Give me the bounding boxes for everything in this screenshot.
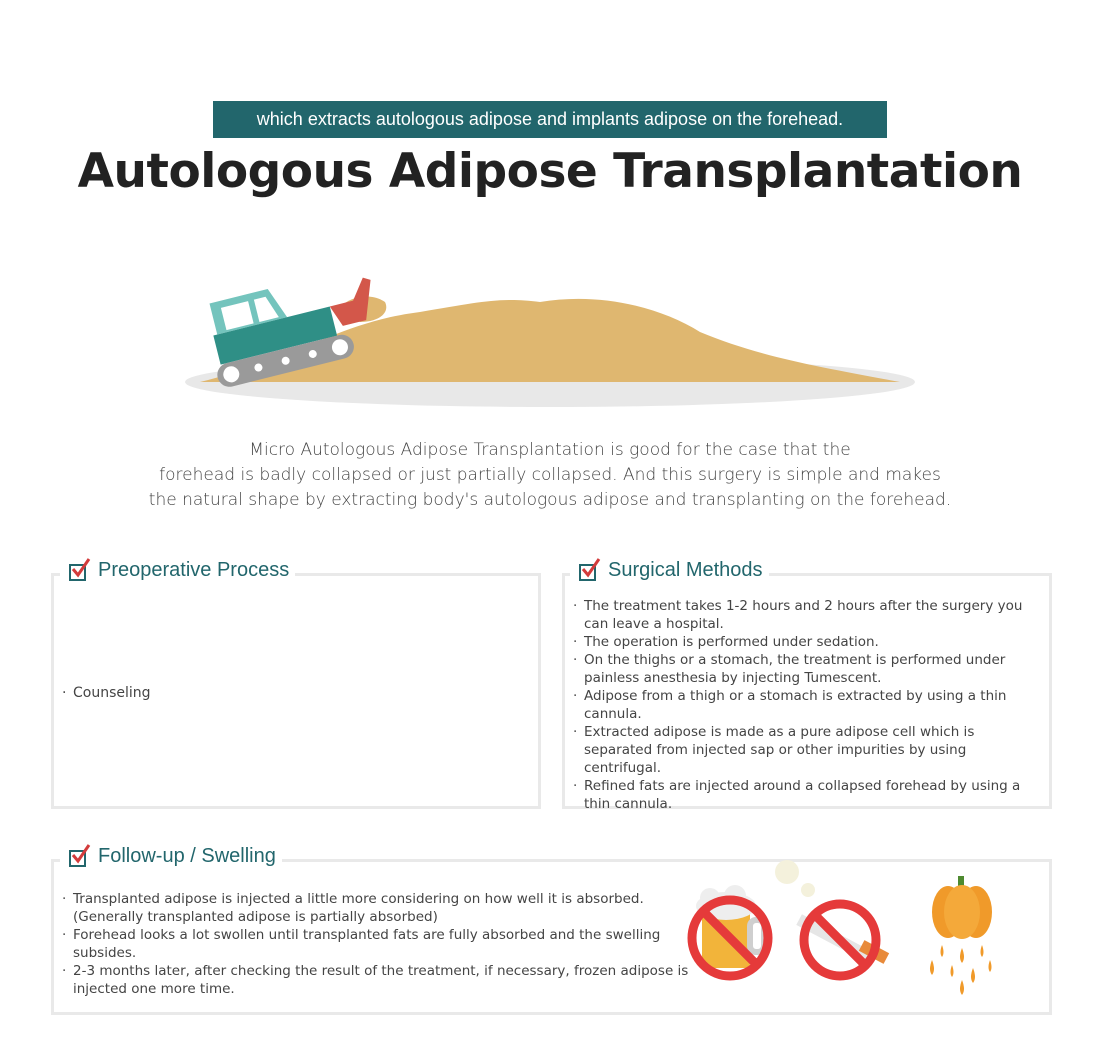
page-title: Autologous Adipose Transplantation xyxy=(77,144,1023,199)
list-item: · 2-3 months later, after checking the result of the treatment, if necessary, frozen adipose is injected one more time. xyxy=(62,962,697,998)
pumpkin-icon xyxy=(930,876,992,995)
no-beer-icon xyxy=(692,885,768,976)
preoperative-list xyxy=(62,684,522,702)
list-item: · Extracted adipose is made as a pure adipose cell which is separated from injected sap or other impurities by using centrifugal. xyxy=(573,723,1043,777)
preoperative-heading-label: Preoperative Process xyxy=(98,558,290,581)
bulldozer-illustration xyxy=(180,262,920,412)
surgical-heading-label: Surgical Methods xyxy=(608,558,763,581)
checkbox-icon xyxy=(68,843,92,869)
followup-heading-label: Follow-up / Swelling xyxy=(98,844,276,867)
list-item: · Forehead looks a lot swollen until transplanted fats are fully absorbed and the swelling subsides. xyxy=(62,926,697,962)
list-item: · On the thighs or a stomach, the treatment is performed under painless anesthesia by injecting Tumescent. xyxy=(573,651,1043,687)
intro-line: forehead is badly collapsed or just partially collapsed. And this surgery is simple and makes xyxy=(159,465,941,485)
intro-line: the natural shape by extracting body's autologous adipose and transplanting on the forehead. xyxy=(148,490,952,510)
intro-text xyxy=(100,438,1000,513)
followup-list xyxy=(62,890,697,998)
checkbox-icon xyxy=(578,557,602,583)
list-item: · Transplanted adipose is injected a little more considering on how well it is absorbed. (Generally transplanted adipose is partially absorbed) xyxy=(62,890,697,926)
followup-heading xyxy=(60,843,282,869)
list-item: · Adipose from a thigh or a stomach is extracted by using a thin cannula. xyxy=(573,687,1043,723)
tagline-banner: which extracts autologous adipose and implants adipose on the forehead. xyxy=(213,101,887,138)
surgical-heading xyxy=(570,557,769,583)
list-item: · The treatment takes 1-2 hours and 2 hours after the surgery you can leave a hospital. xyxy=(573,597,1043,633)
list-item: · Counseling xyxy=(62,684,522,702)
checkbox-icon xyxy=(68,557,92,583)
intro-line: Micro Autologous Adipose Transplantation is good for the case that the xyxy=(249,440,851,460)
followup-icons xyxy=(680,860,1040,1005)
no-smoking-icon xyxy=(775,860,889,976)
surgical-list xyxy=(573,597,1043,813)
list-item: · Refined fats are injected around a collapsed forehead by using a thin cannula. xyxy=(573,777,1043,813)
list-item: · The operation is performed under sedation. xyxy=(573,633,1043,651)
preoperative-heading xyxy=(60,557,295,583)
